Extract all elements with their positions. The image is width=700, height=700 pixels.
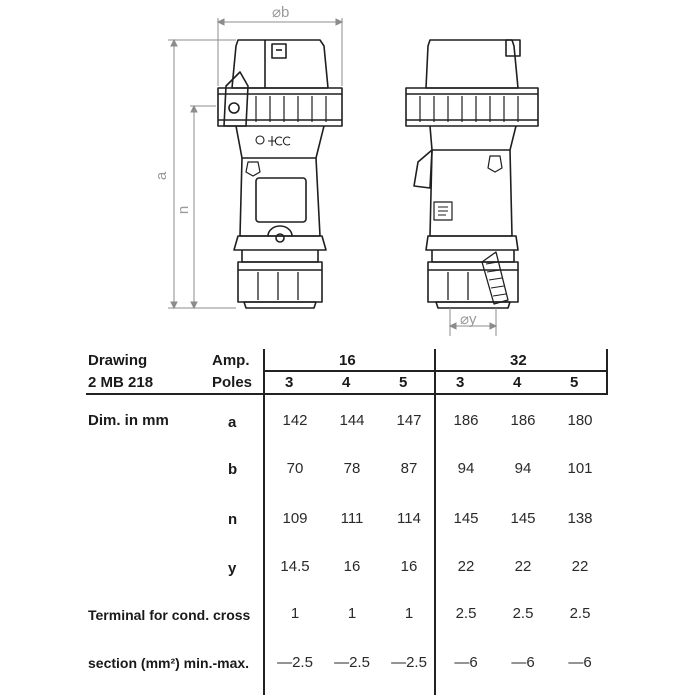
table-cell: 22 [571, 558, 589, 575]
table-cell: 14.5 [280, 558, 310, 575]
poles-header: 4 [513, 374, 522, 391]
table-cell: 142 [282, 412, 308, 429]
table-cell: 144 [339, 412, 365, 429]
table-rule-amp [264, 370, 607, 372]
terminal-max-cell: —6 [454, 654, 478, 671]
table-divider-middle [434, 349, 436, 695]
row-key-n: n [228, 511, 238, 528]
table-cell: 16 [343, 558, 361, 575]
table-cell: 186 [510, 412, 536, 429]
terminal-max-cell: —6 [511, 654, 535, 671]
poles-header: 3 [456, 374, 465, 391]
table-cell: 114 [397, 510, 421, 527]
table-rule-header [86, 393, 607, 395]
table-cell: 16 [400, 558, 418, 575]
drawing-label: Drawing [88, 352, 148, 369]
row-key-y: y [228, 560, 237, 577]
dim-label-b: ⌀b [272, 4, 290, 21]
amp-group-16: 16 [339, 352, 356, 369]
table-cell: 87 [400, 460, 418, 477]
plug-front-view [218, 40, 342, 308]
dim-label-n: n [175, 205, 192, 215]
poles-header: 5 [399, 374, 408, 391]
terminal-min-cell: 1 [347, 605, 357, 622]
table-cell: 147 [396, 412, 422, 429]
table-cell: 94 [514, 460, 532, 477]
amp-group-32: 32 [510, 352, 527, 369]
terminal-min-cell: 1 [404, 605, 414, 622]
dim-label-y: ⌀y [460, 311, 477, 328]
table-cell: 180 [567, 412, 593, 429]
terminal-min-cell: 2.5 [569, 605, 591, 622]
plug-side-view [406, 40, 538, 308]
dimension-table [0, 345, 700, 700]
table-divider-right [606, 349, 608, 395]
table-cell: 94 [457, 460, 475, 477]
table-cell: 145 [453, 510, 479, 527]
terminal-max-cell: —2.5 [277, 654, 313, 671]
row-key-b: b [228, 461, 238, 478]
table-cell: 145 [510, 510, 536, 527]
technical-drawing [0, 0, 700, 345]
terminal-min-cell: 2.5 [512, 605, 534, 622]
terminal-min-cell: 1 [290, 605, 300, 622]
poles-header: 5 [570, 374, 579, 391]
dim-label: Dim. in mm [88, 412, 169, 429]
dim-label-a: a [153, 171, 170, 181]
amp-label: Amp. [212, 352, 250, 369]
terminal-min-cell: 2.5 [455, 605, 477, 622]
poles-header: 3 [285, 374, 294, 391]
poles-header: 4 [342, 374, 351, 391]
table-divider-left [263, 349, 265, 695]
table-cell: 109 [282, 510, 308, 527]
table-cell: 70 [286, 460, 304, 477]
drawing-code: 2 MB 218 [88, 374, 154, 391]
table-cell: 101 [567, 460, 593, 477]
table-cell: 22 [514, 558, 532, 575]
table-cell: 186 [453, 412, 479, 429]
terminal-label-line2: section (mm²) min.-max. [88, 655, 250, 671]
terminal-max-cell: —6 [568, 654, 592, 671]
terminal-max-cell: —2.5 [334, 654, 370, 671]
table-cell: 78 [343, 460, 361, 477]
row-key-a: a [228, 414, 237, 431]
terminal-max-cell: —2.5 [391, 654, 427, 671]
poles-label: Poles [212, 374, 253, 391]
table-cell: 22 [457, 558, 475, 575]
table-cell: 111 [340, 510, 364, 527]
terminal-label-line1: Terminal for cond. cross [88, 607, 251, 623]
table-cell: 138 [567, 510, 593, 527]
